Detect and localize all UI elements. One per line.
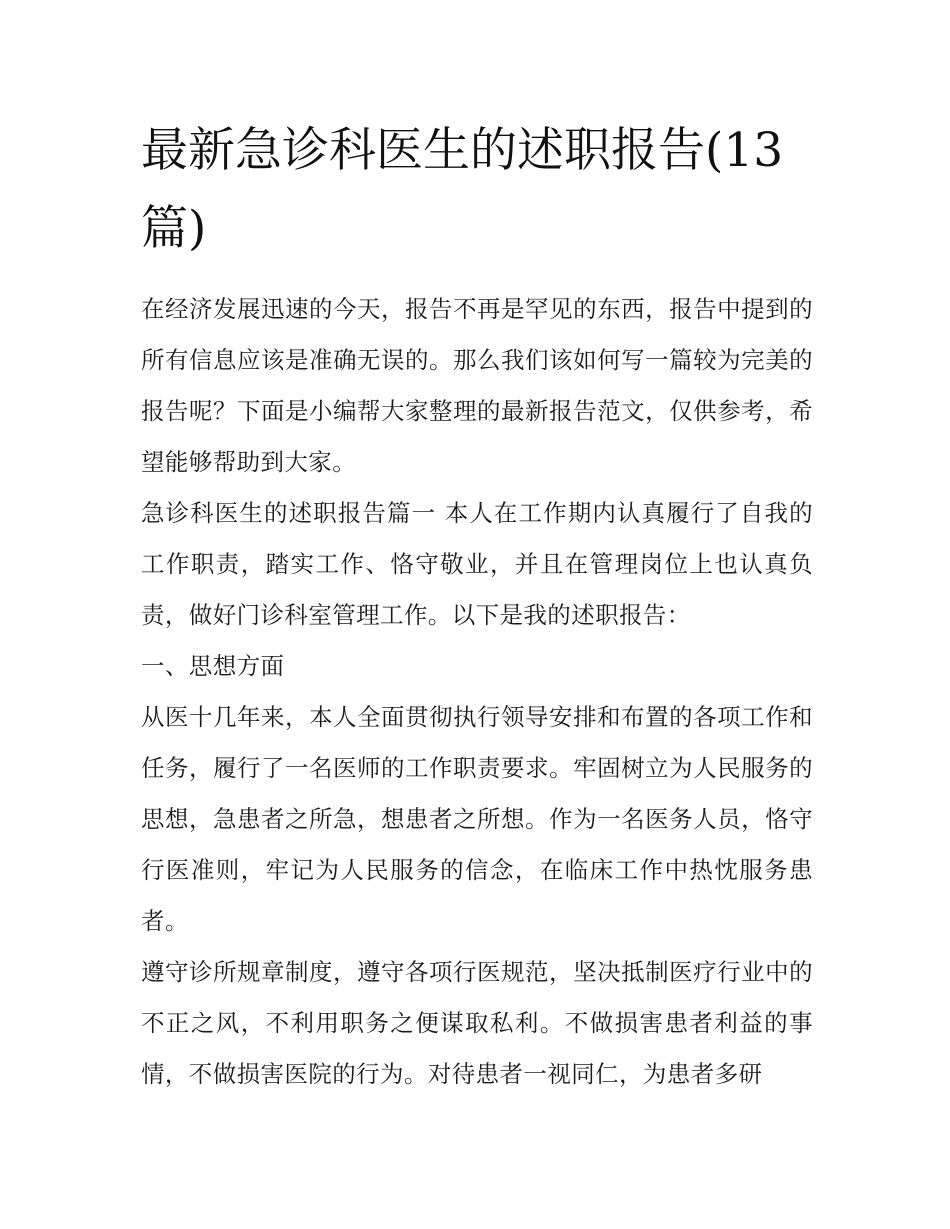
paragraph-report-opening: 急诊科医生的述职报告篇一 本人在工作期内认真履行了自我的工作职责，踏实工作、恪守敬业，并且在管理岗位上也认真负责，做好门诊科室管理工作。以下是我的述职报告： bbox=[141, 499, 813, 629]
paragraph-rules-body: 遵守诊所规章制度，遵守各项行医规范，坚决抵制医疗行业中的不正之风，不利用职务之便谋取私利。不做损害患者利益的事情，不做损害医院的行为。对待患者一视同仁，为患者多研 bbox=[141, 958, 813, 1088]
document-body bbox=[141, 112, 813, 1100]
paragraph-intro: 在经济发展迅速的今天，报告不再是罕见的东西，报告中提到的所有信息应该是准确无误的。那么我们该如何写一篇较为完美的报告呢？下面是小编帮大家整理的最新报告范文，仅供参考，希望能够帮助到大家。 bbox=[141, 295, 813, 476]
paragraph-thought-body: 从医十几年来，本人全面贯彻执行领导安排和布置的各项工作和任务，履行了一名医师的工作职责要求。牢固树立为人民服务的思想，急患者之所急，想患者之所想。作为一名医务人员，恪守行医准则，牢记为人民服务的信念，在临床工作中热忱服务患者。 bbox=[141, 703, 813, 935]
document-title: 最新急诊科医生的述职报告(13篇) bbox=[141, 123, 784, 256]
section-heading-thought: 一、思想方面 bbox=[141, 652, 285, 680]
